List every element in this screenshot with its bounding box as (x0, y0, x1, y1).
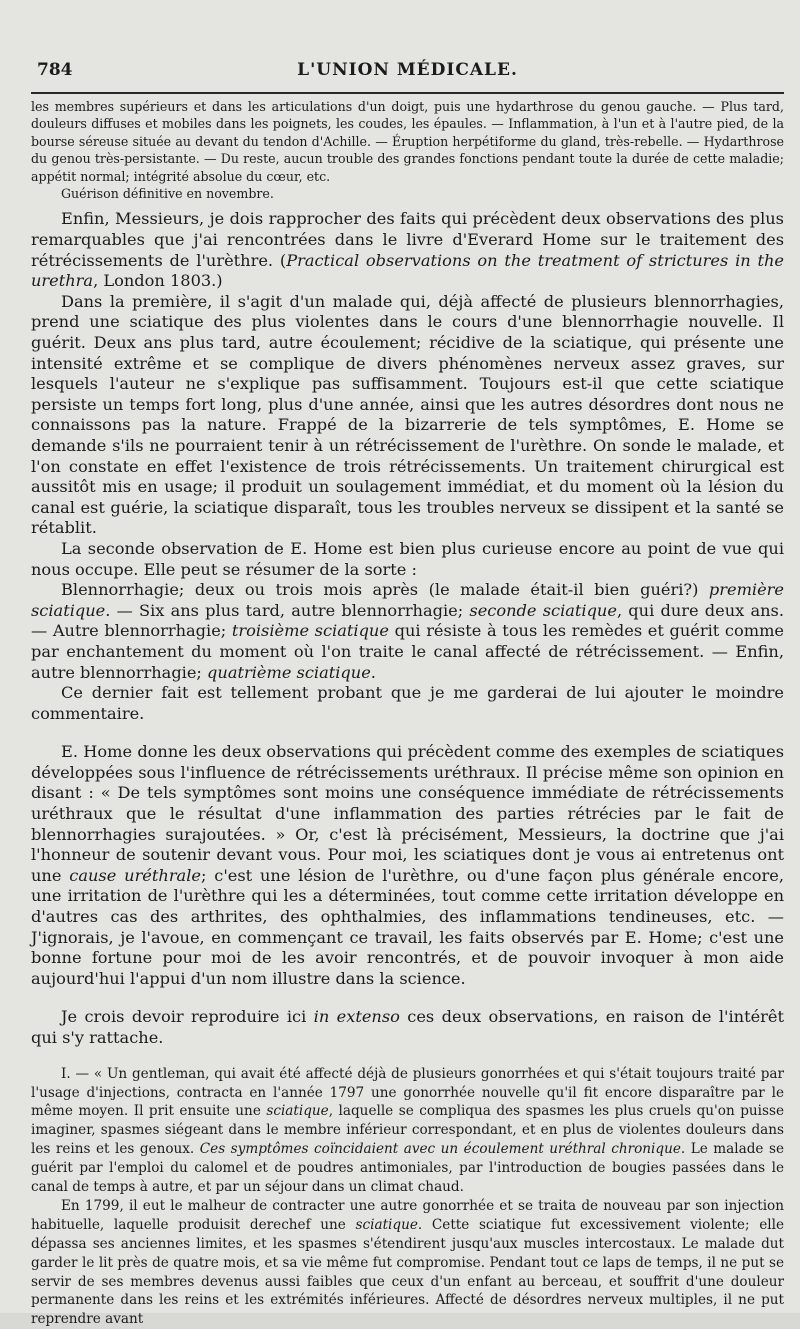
paragraph-1: Enfin, Messieurs, je dois rapprocher des faits qui précèdent deux observations des plus remarquables que j'ai rencontrées dans le livre d'Everard Home sur le traitement des rétrécissements de l'urèthre. (Practical observations on the treatment of strictures in the urethra, London 1803.) (31, 209, 785, 291)
page-number: 784 (37, 60, 73, 80)
paragraph-6: E. Home donne les deux observations qui précèdent comme des exemples de sciatiques développées sous l'influence de rétrécissements uréthraux. Il précise même son opinion en disant : « De tels symptômes sont moins une conséquence immédiate de rétrécissements uréthraux que le résultat d'une inflammation des parties rétrécies par le fait de blennorrhagies surajoutées. » Or, c'est là précisément, Messieurs, la doctrine que j'ai l'honneur de soutenir devant vous. Pour moi, les sciatiques dont je vous ai entretenus ont une cause uréthrale; c'est une lésion de l'urèthre, ou d'une façon plus générale encore, une irritation de l'urèthre qui les a déterminées, tout comme cette irritation développe en d'autres cas des arthrites, des ophthalmies, des inflammations tendineuses, etc. — J'ignorais, je l'avoue, en commençant ce travail, les faits observés par E. Home; c'est une bonne fortune pour moi de les avoir rencontrés, et de pouvoir invoquer à mon aide aujourd'hui l'appui d'un nom illustre dans la science. (31, 742, 785, 988)
quote-paragraph-1: I. — « Un gentleman, qui avait été affecté déjà de plusieurs gonorrhées et qui s'était toujours traité par l'usage d'injections, contracta en l'année 1797 une gonorrhée nouvelle qu'il fit encore disparaître par le même moyen. Il prit ensuite une sciatique, laquelle se compliqua des spasmes les plus cruels qu'on puisse imaginer, spasmes siégeant dans le membre inférieur correspondant, et en plus de violentes douleurs dans les reins et les genoux. Ces symptômes coïncidaient avec un écoulement uréthral chronique. Le malade se guérit par l'emploi du calomel et de poudres antimoniales, par l'introduction de bougies passées dans le canal de temps à autre, et par un séjour dans un climat chaud. (31, 1065, 785, 1196)
paragraph-7: Je crois devoir reproduire ici in extenso ces deux observations, en raison de l'intérêt qui s'y rattache. (31, 1007, 784, 1047)
header-rule (31, 92, 784, 94)
paragraph-4: Blennorrhagie; deux ou trois mois après (le malade était-il bien guéri?) première sciatique. — Six ans plus tard, autre blennorrhagie; seconde sciatique, qui dure deux ans. — Autre blennorrhagie; troisième sciatique qui résiste à tous les remèdes et guérit comme par enchantement du moment où l'on traite le canal affecté de rétrécissement. — Enfin, autre blennorrhagie; quatrième sciatique. (31, 580, 785, 682)
lead-paragraph-2: Guérison définitive en novembre. (61, 186, 274, 202)
lead-paragraph-1: les membres supérieurs et dans les articulations d'un doigt, puis une hydarthrose du genou gauche. — Plus tard, douleurs diffuses et mobiles dans les poignets, les coudes, les épaules. — Inflammation, à l'un et à l'autre pied, de la bourse séreuse située au devant du tendon d'Achille. — Éruption herpétiforme du gland, très-rebelle. — Hydarthrose du genou très-persistante. — Du reste, aucun trouble des grandes fonctions pendant toute la durée de cette maladie; appétit normal; intégrité absolue du cœur, etc. (31, 99, 784, 184)
running-title: L'UNION MÉDICALE. (297, 60, 518, 80)
page-header (31, 56, 784, 90)
quote-paragraph-2: En 1799, il eut le malheur de contracter une autre gonorrhée et se traita de nouveau par son injection habituelle, laquelle produisit derechef une sciatique. Cette sciatique fut excessivement violente; elle dépassa ses anciennes limites, et les spasmes s'étendirent jusqu'aux muscles intercostaux. Le malade dut garder le lit près de quatre mois, et sa vie même fut compromise. Pendant tout ce laps de temps, il ne put se servir de ses membres devenus aussi faibles que ceux d'un enfant au berceau, et souffrit d'une douleur permanente dans les reins et les extrémités inférieures. Affecté de désordres nerveux multiples, il ne put reprendre avant (31, 1197, 785, 1328)
paragraph-2: Dans la première, il s'agit d'un malade qui, déjà affecté de plusieurs blennorrhagies, prend une sciatique des plus violentes dans le cours d'une blennorrhagie nouvelle. Il guérit. Deux ans plus tard, autre écoulement; récidive de la sciatique, qui présente une intensité extrême et se complique de divers phénomènes nerveux assez graves, sur lesquels l'auteur ne s'explique pas suffisamment. Toujours est-il que cette sciatique persiste un temps fort long, plus d'une année, ainsi que les autres désordres dont nous ne connaissons pas la nature. Frappé de la bizarrerie de tels symptômes, E. Home se demande s'ils ne pourraient tenir à un rétrécissement de l'urèthre. On sonde le malade, et l'on constate en effet l'existence de trois rétrécissements. Un traitement chirurgical est aussitôt mis en usage; il produit un soulagement immédiat, et du moment où la lésion du canal est guérie, la sciatique disparaît, tous les troubles nerveux se dissipent et la santé se rétablit. (31, 291, 784, 538)
paragraph-5: Ce dernier fait est tellement probant que je me garderai de lui ajouter le moindre commentaire. (31, 683, 784, 723)
paragraph-3: La seconde observation de E. Home est bien plus curieuse encore au point de vue qui nous occupe. Elle peut se résumer de la sorte : (31, 538, 784, 579)
quoted-observation (31, 1065, 784, 1329)
case-continuation (31, 98, 784, 202)
main-text (31, 209, 784, 1048)
